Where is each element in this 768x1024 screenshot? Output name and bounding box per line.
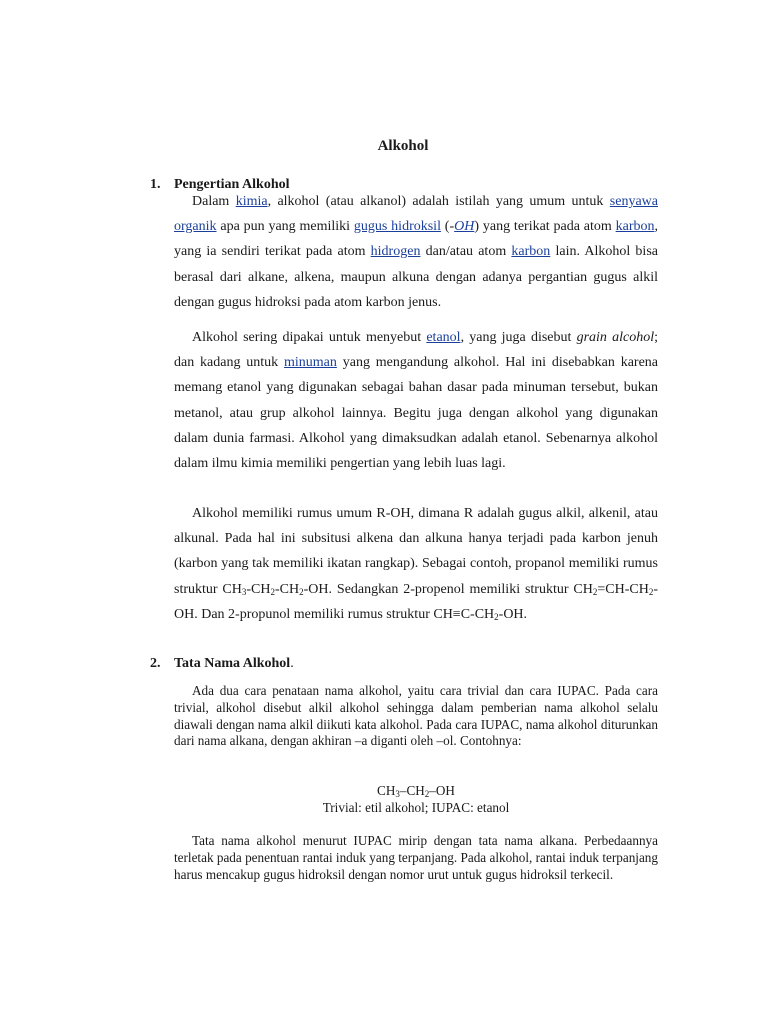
paragraph-etanol [174, 325, 658, 476]
link-gugus-hidroksil[interactable]: gugus hidroksil [353, 219, 441, 235]
text: =CH-CH [597, 581, 649, 597]
paragraph-definition [174, 189, 658, 315]
text: apa pun yang memiliki [216, 219, 354, 235]
paragraph-iupac: Tata nama alkohol menurut IUPAC mirip dengan tata nama alkana. Perbedaannya terletak pada penentuan rantai induk yang terpanjang. Pada alkohol, rantai induk terpanjang harus mencakup gugus hidroksil dengan nomor urut untuk gugus hidroksil terkecil. [174, 833, 658, 882]
subscript: 2 [424, 789, 430, 799]
text: CH [377, 783, 396, 798]
text: -OH. Dan 2-propunol memiliki rumus struktur CH≡C-CH [174, 581, 658, 622]
text: -OH. [498, 606, 528, 622]
text: , yang juga disebut [460, 330, 577, 345]
subscript: 2 [270, 586, 276, 597]
formula-names: Trivial: etil alkohol; IUPAC: etanol [322, 800, 510, 815]
link-minuman[interactable]: minuman [284, 355, 337, 371]
section-title: Pengertian Alkohol [174, 177, 290, 192]
link-karbon[interactable]: karbon [615, 219, 655, 235]
subscript: 2 [648, 586, 654, 597]
text: ; dan kadang untuk [174, 330, 658, 371]
text: -CH [246, 581, 271, 597]
link-senyawa-organik[interactable]: senyawa organik [174, 194, 658, 235]
paragraph-tata-nama: Ada dua cara penataan nama alkohol, yaitu cara trivial dan cara IUPAC. Pada cara trivial, alkohol disebut alkil alkohol sehingga dalam pemberian nama alkohol selalu diawali dengan nama alkil diikuti kata alkohol. Pada cara IUPAC, nama alkohol diturunkan dari nama alkana, dengan akhiran –a diganti oleh –ol. Contohnya: [174, 683, 658, 749]
text: yang mengandung alkohol. Hal ini disebabkan karena memang etanol yang digunakan sebagai bahan dasar pada minuman tersebut, bukan metanol, atau grup alkohol lainnya. Begitu juga dengan alkohol yang digunakan dalam dunia farmasi. Alkohol yang dimaksudkan adalah etanol. Sebenarnya alkohol dalam ilmu kimia memiliki pengertian yang lebih luas lagi. [174, 355, 658, 472]
text: (- [440, 219, 455, 235]
text: lain. Alkohol bisa berasal dari alkane, alkena, maupun alkuna dengan adanya pergantian gugus alkil dengan gugus hidroksi pada atom karbon jenus. [174, 244, 658, 310]
text: Alkohol sering dipakai untuk menyebut [192, 330, 427, 345]
subscript: 3 [241, 586, 247, 597]
text: ) yang terikat pada atom [474, 219, 616, 235]
subscript: 2 [592, 586, 598, 597]
text: –OH [429, 783, 455, 798]
section-number: 1. [150, 177, 161, 192]
text: , alkohol (atau alkanol) adalah istilah yang umum untuk [267, 194, 610, 209]
text: Dalam [192, 194, 236, 209]
grain-alcohol-italic: grain alcohol [576, 330, 655, 345]
text: , yang ia sendiri terikat pada atom [174, 219, 659, 260]
link-kimia[interactable]: kimia [235, 194, 268, 209]
section-number: 2. [150, 656, 161, 671]
subscript: 2 [494, 611, 499, 622]
text: Alkohol memiliki rumus umum R-OH, dimana R adalah gugus alkil, alkenil, atau alkunal. Pada hal ini subsitusi alkena dan alkuna hanya terjadi pada karbon jenuh (karbon yang tak memiliki ikatan rangkap). Sebagai contoh, propanol memiliki rumus struktur CH [174, 506, 658, 597]
link-hidrogen[interactable]: hidrogen [370, 244, 421, 260]
subscript: 3 [395, 789, 400, 799]
text: dan/atau atom [420, 244, 512, 260]
section-heading-2 [150, 656, 294, 672]
oh-italic: OH [454, 219, 475, 235]
link-karbon-2[interactable]: karbon [511, 244, 551, 260]
text: –CH [399, 783, 425, 798]
section-title: Tata Nama Alkohol [174, 656, 291, 671]
section-title-suffix: . [290, 656, 294, 671]
paragraph-rumus [174, 501, 658, 627]
link-etanol[interactable]: etanol [426, 330, 461, 345]
subscript: 2 [299, 586, 304, 597]
text: -CH [275, 581, 300, 597]
link-oh[interactable] [454, 219, 474, 234]
document-title: Alkohol [377, 138, 429, 154]
formula-ethanol [174, 782, 658, 799]
text: -OH. Sedangkan 2-propenol memiliki struktur CH [303, 581, 593, 597]
